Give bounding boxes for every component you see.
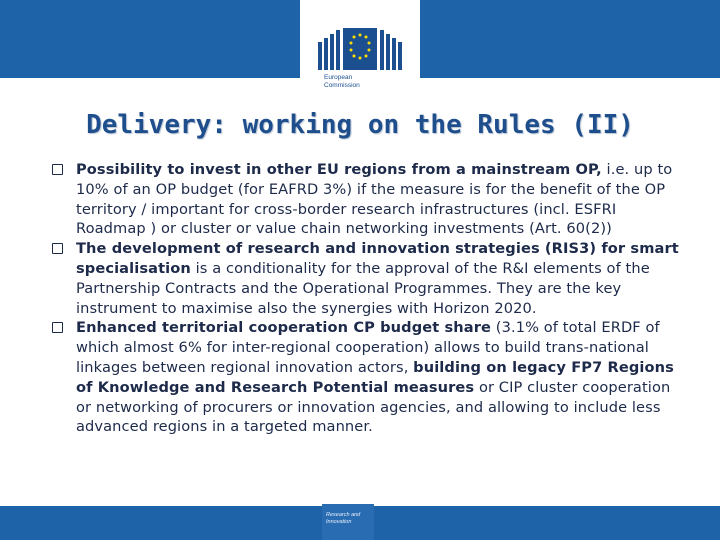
footer-badge bbox=[322, 504, 374, 540]
bullet-3-text: (3.1% of total ERDF of which almost 6% for inter-regional cooperation) allows to build trans-national linkages between regional innovation actors, bbox=[76, 319, 660, 376]
slide-title: Delivery: working on the Rules (II) bbox=[86, 110, 634, 140]
bullet-item-1 bbox=[56, 160, 688, 239]
bullet-item-3 bbox=[56, 318, 688, 437]
bullet-2-text: is a conditionality for the approval of the R&I elements of the Partnership Contracts and the Operational Programmes. They are the key instrument to maximise also the synergies with Horizon 2020. bbox=[76, 259, 650, 317]
eu-flag-icon bbox=[343, 28, 377, 70]
bullet-3-bold: Enhanced territorial cooperation CP budget share bbox=[76, 319, 492, 337]
checkbox-bullet-icon bbox=[52, 243, 63, 254]
logo-line-2: Commission bbox=[324, 81, 360, 89]
ec-logo bbox=[300, 0, 420, 98]
bullet-1-text: i.e. up to 10% of an OP budget (for EAFRD 3%) if the measure is for the benefit of the OP territory / important for cross-border research infrastructures (incl. ESFRI Roadmap ) or cluster or value chain networking investments (Art. 60(2)) bbox=[76, 161, 673, 238]
bullet-3-bold-2: building on legacy FP7 Regions of Knowledge and Research Potential measures bbox=[76, 358, 674, 396]
bullet-list bbox=[56, 160, 688, 437]
ec-logo-icon bbox=[318, 20, 402, 72]
bullet-item-2 bbox=[56, 239, 688, 318]
bullet-3-text-2: or CIP cluster cooperation or networking of procurers or innovation agencies, and allowing to include less advanced regions in a targeted manner. bbox=[76, 378, 671, 436]
footer-line-2: Innovation bbox=[326, 519, 352, 525]
checkbox-bullet-icon bbox=[52, 164, 63, 175]
bullet-2-bold: The development of research and innovation strategies (RIS3) for smart specialisation bbox=[76, 240, 679, 277]
ec-logo-text bbox=[324, 74, 360, 89]
checkbox-bullet-icon bbox=[52, 322, 63, 333]
bullet-1-bold: Possibility to invest in other EU regions from a mainstream OP, bbox=[76, 161, 602, 178]
footer-text bbox=[326, 512, 360, 526]
logo-line-1: European bbox=[324, 74, 353, 81]
footer-line-1: Research and bbox=[326, 512, 361, 518]
